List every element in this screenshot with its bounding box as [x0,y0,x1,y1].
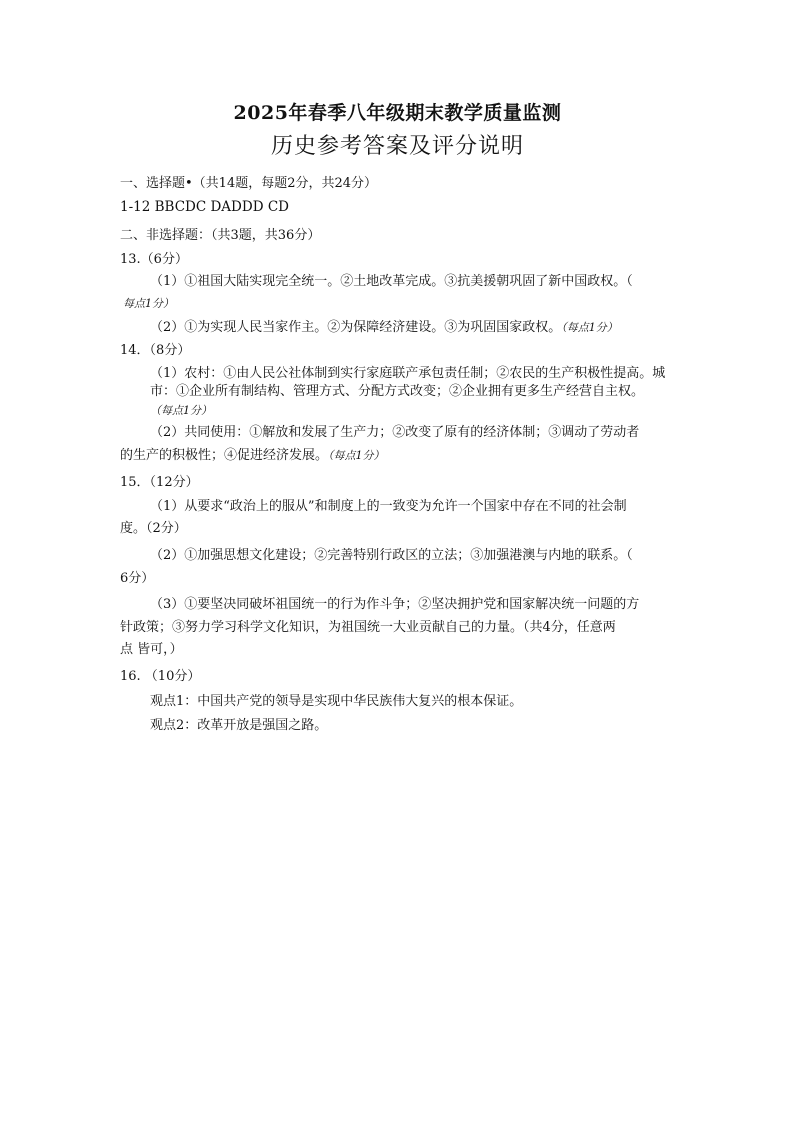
q13-part2-text: （2）①为实现人民当家作主。②为保障经济建设。③为巩固国家政权。 [150,320,562,335]
q15-part3-line3: 点 皆可，） [120,642,183,657]
q13-heading: 13.（6分） [120,252,188,267]
q13-part2 [150,320,618,336]
q15-part2-line2: 6分） [120,571,155,586]
q13-part1-line1: （1）①祖国大陆实现完全统一。②土地改革完成。③抗美援朝巩固了新中国政权。（ [150,274,633,289]
q14-part2-note: （每点1分） [328,449,385,462]
q14-heading: 14．（8分） [120,343,191,358]
q15-part1-line2: 度。（2分） [120,521,187,536]
q14-part1-line2: 市：①企业所有制结构、管理方式、分配方式改变；②企业拥有更多生产经营自主权。 [150,384,645,399]
mcq-answers: 1-12 BBCDC DADDD CD [120,199,289,215]
q15-part2-line1: （2）①加强思想文化建设；②完善特别行政区的立法；③加强港澳与内地的联系。（ [150,548,633,563]
q14-part1-line1: （1）农村：①由人民公社体制到实行家庭联产承包责任制；②农民的生产积极性提高。城 [150,366,666,381]
q16-viewpoint-2: 观点2：改革开放是强国之路。 [150,718,328,733]
q16-viewpoint-1: 观点1：中国共产党的领导是实现中华民族伟大复兴的根本保证。 [150,694,523,709]
exam-subtitle: 历史参考答案及评分说明 [270,134,524,159]
q13-part1-line2: 每点1分） [123,297,174,310]
q15-part3-line1: （3）①要坚决同破坏祖国统一的行为作斗争；②坚决拥护党和国家解决统一问题的方 [150,597,640,612]
q16-heading: 16. （10分） [120,669,201,684]
q14-part2-text: 的生产的积极性；④促进经济发展。 [120,448,329,463]
q14-part1-line3: （每点1分） [150,404,212,417]
q15-part3-line2: 针政策；③努力学习科学文化知识，为祖国统一大业贡献自己的力量。（共4分，任意两 [120,620,616,635]
exam-title: 2025年春季八年级期末教学质量监测 [233,102,562,124]
mcq-heading: 一、选择题•（共14题，每题2分，共24分） [120,176,378,191]
q14-part2-line1: （2）共同使用：①解放和发展了生产力；②改变了原有的经济体制；③调动了劳动者 [150,425,640,440]
q15-heading: 15．（12分） [120,475,199,490]
q15-part1-line1: （1）从要求“政治上的服从”和制度上的一致变为允许一个国家中存在不同的社会制 [150,499,627,514]
q14-part2-line2 [120,448,385,464]
q13-part2-note: （每点1分） [561,321,618,334]
nonmcq-heading: 二、非选择题：（共3题，共36分） [120,228,321,243]
